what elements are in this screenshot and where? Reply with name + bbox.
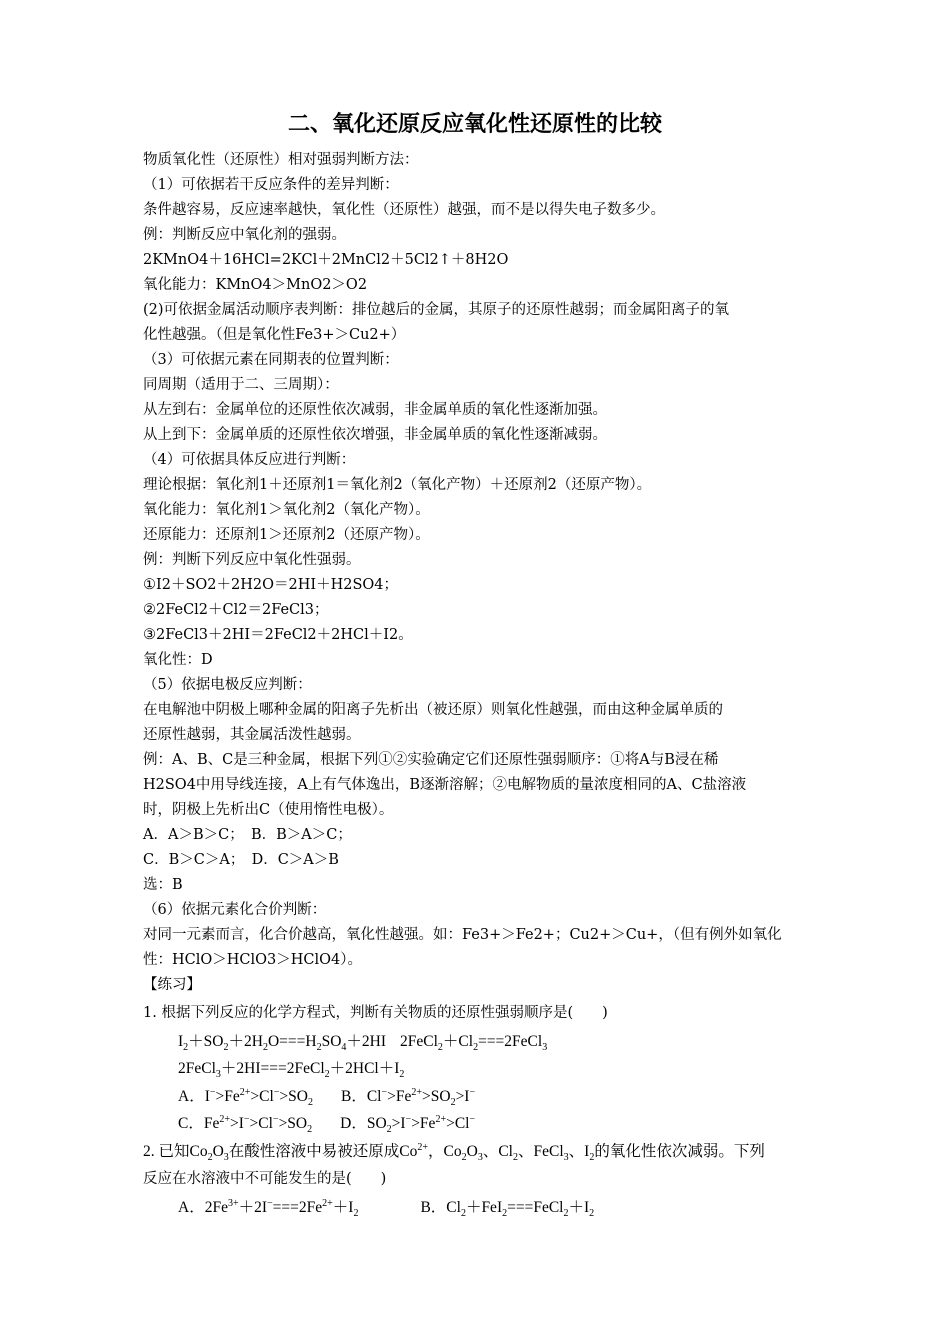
text-line: 在电解池中阴极上哪种金属的阳离子先析出（被还原）则氧化性越强，而由这种金属单质的 (143, 702, 723, 718)
text-line: 选：B (143, 877, 183, 893)
text-line: 对同一元素而言，化合价越高，氧化性越强。如：Fe3+＞Fe2+；Cu2+＞Cu+，（但有例外如氧化 (143, 927, 782, 943)
exercise-2-options (178, 1198, 850, 1218)
text-line: （5）依据电极反应判断： (143, 677, 312, 693)
text-line: （4）可依据具体反应进行判断： (143, 452, 356, 468)
text-line: 氧化性：D (143, 652, 213, 668)
text-line: ①I2＋SO2＋2H2O＝2HI＋H2SO4； (143, 577, 398, 593)
text-line: 氧化能力：KMnO4＞MnO2＞O2 (143, 277, 368, 293)
text-line: 2KMnO4＋16HCl=2KCl＋2MnCl2＋5Cl2↑＋8H2O (143, 252, 509, 268)
option-c: C．$Fe^{2+}>I^->Cl^->SO_2$ (178, 1113, 313, 1136)
text-line: 性：HClO＞HClO3＞HClO4）。 (143, 952, 362, 968)
option-b: B．$Cl^->Fe^{2+}>SO_2>I^-$ (340, 1086, 476, 1109)
text-line: ③2FeCl3＋2HI＝2FeCl2＋2HCl＋I2。 (143, 627, 413, 643)
text-line: A．A＞B＞C； B．B＞A＞C； (143, 827, 352, 843)
option-a: A．$2Fe^{3+}+2I^-===2Fe^{2+}+I_2$ (178, 1197, 359, 1220)
text-line: 条件越容易，反应速率越快，氧化性（还原性）越强，而不是以得失电子数多少。 (143, 202, 665, 218)
text-line: （3）可依据元素在同期表的位置判断： (143, 352, 399, 368)
text-line: 理论根据：氧化剂1＋还原剂1＝氧化剂2（氧化产物）＋还原剂2（还原产物）。 (143, 477, 652, 493)
exercise-2-stem: 2. 已知$Co_2O_3$在酸性溶液中易被还原成$Co^{2+}$，$Co_2O_3$、$Cl_2$、FeCl$_3$、$I_2$的氧化性依次减弱。下列 (143, 1141, 765, 1164)
text-line: 还原能力：还原剂1＞还原剂2（还原产物）。 (143, 527, 430, 543)
text-line: H2SO4中用导线连接，A上有气体逸出，B逐渐溶解；②电解物质的量浓度相同的A、C盐溶液 (143, 777, 747, 793)
text-line: 化性越强。（但是氧化性Fe3+＞Cu2+） (143, 327, 406, 343)
text-line: 从上到下：金属单质的还原性依次增强，非金属单质的氧化性逐渐减弱。 (143, 427, 607, 443)
text-line: 氧化能力：氧化剂1＞氧化剂2（氧化产物）。 (143, 502, 430, 518)
text-line: 例：判断反应中氧化剂的强弱。 (143, 227, 346, 243)
page-title: 二、氧化还原反应氧化性还原性的比较 (287, 112, 662, 137)
exercise-1-options (178, 1114, 850, 1134)
text-line: （6）依据元素化合价判断： (143, 902, 327, 918)
text-line: 例：A、B、C是三种金属，根据下列①②实验确定它们还原性强弱顺序：①将A与B浸在稀 (143, 752, 719, 768)
option-d: D．$SO_2>I^->Fe^{2+}>Cl^-$ (340, 1113, 476, 1136)
text-line: 从左到右：金属单位的还原性依次减弱，非金属单质的氧化性逐渐加强。 (143, 402, 607, 418)
text-line: 物质氧化性（还原性）相对强弱判断方法： (143, 152, 419, 168)
exercise-1-equation: $I_2+SO_2+2H_2O===H_2SO_4+2HI$ $2FeCl_2+Cl_2===2FeCl_3$ (178, 1033, 548, 1054)
text-line: C．B＞C＞A； D．C＞A＞B (143, 852, 339, 868)
text-line: 例：判断下列反应中氧化性强弱。 (143, 552, 361, 568)
option-a: A．$I^->Fe^{2+}>Cl^->SO_2$ (178, 1086, 313, 1109)
exercise-2-stem: 反应在水溶液中不可能发生的是( ) (143, 1171, 387, 1187)
text-line: 时，阴极上先析出C（使用惰性电极）。 (143, 802, 394, 818)
exercise-1-stem: 1. 根据下列反应的化学方程式，判断有关物质的还原性强弱顺序是( ) (143, 1005, 608, 1021)
option-b: B．$Cl_2+FeI_2===FeCl_2+I_2$ (420, 1199, 595, 1220)
text-line: 【练习】 (143, 977, 201, 993)
text-line: (2)可依据金属活动顺序表判断：排位越后的金属，其原子的还原性越弱；而金属阳离子的氧 (143, 302, 730, 318)
text-line: ②2FeCl2＋Cl2＝2FeCl3； (143, 602, 329, 618)
exercise-1-equation: $2FeCl_3+2HI===2FeCl_2+2HCl+I_2$ (178, 1060, 405, 1081)
text-line: 还原性越弱，其金属活泼性越弱。 (143, 727, 361, 743)
exercise-1-options (178, 1087, 850, 1107)
text-line: 同周期（适用于二、三周期）： (143, 377, 339, 393)
text-line: （1）可依据若干反应条件的差异判断： (143, 177, 399, 193)
